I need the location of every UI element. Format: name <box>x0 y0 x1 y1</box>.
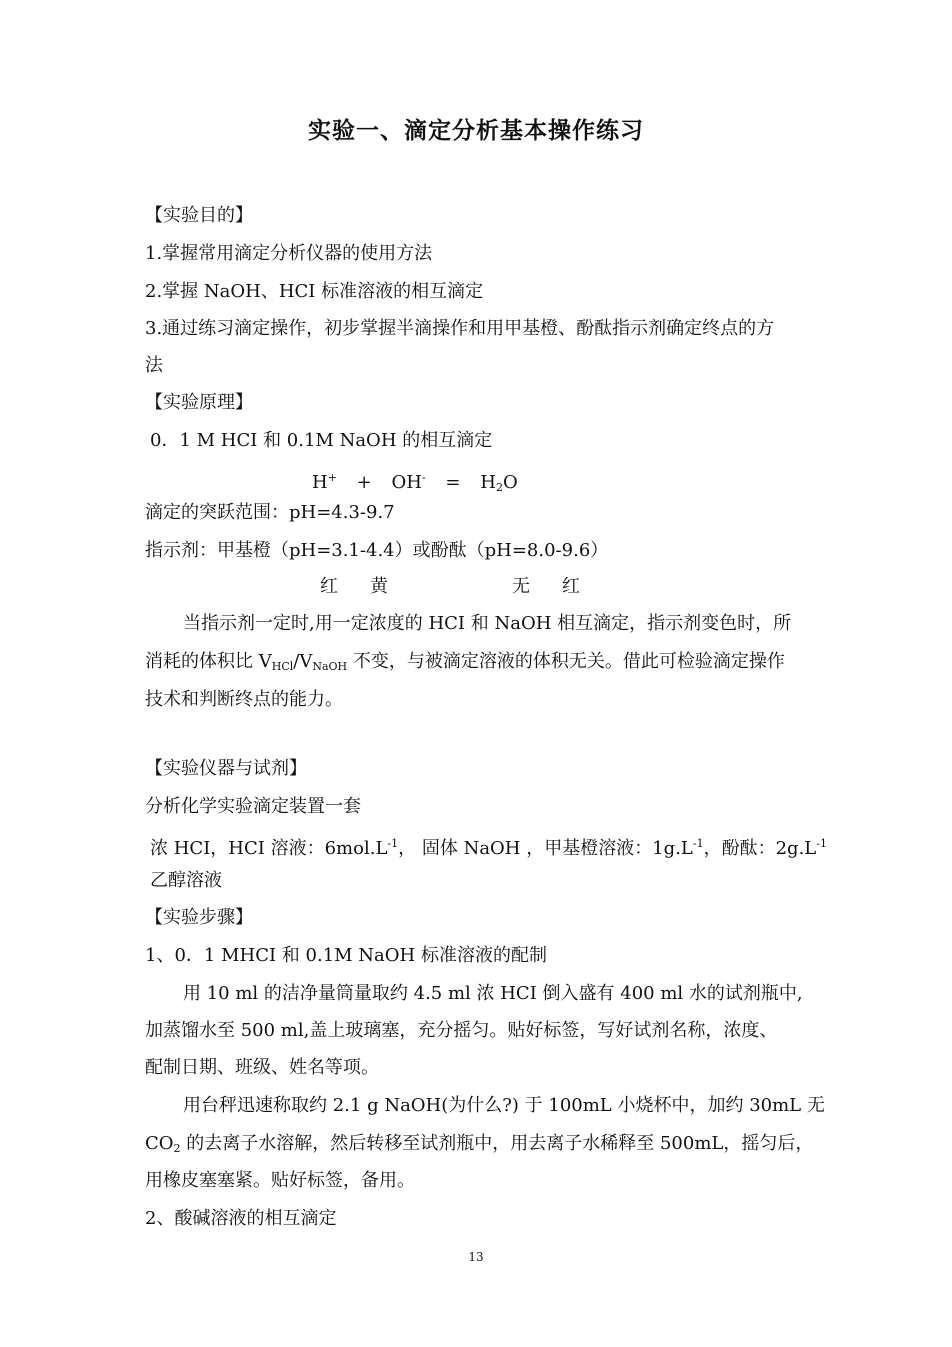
co2-text: CO <box>145 1133 174 1154</box>
jump-range: 滴定的突跃范围：pH=4.3-9.7 <box>145 502 395 523</box>
purpose-item-3-cont: 法 <box>145 355 163 376</box>
purpose-item-2: 2.掌握 NaOH、HCI 标准溶液的相互滴定 <box>145 281 484 302</box>
eq-oh-charge: - <box>421 471 426 484</box>
step1-p2-line-3: 用橡皮塞塞紧。贴好标签，备用。 <box>145 1170 415 1191</box>
instruments-heading: 【实验仪器与试剂】 <box>145 758 307 779</box>
eq-h2o: H <box>480 472 496 493</box>
para-sub-naoh: NaOH <box>312 660 348 673</box>
step2-title: 2、酸碱溶液的相互滴定 <box>145 1208 337 1229</box>
principle-para-line-2 <box>145 650 785 679</box>
purpose-item-3: 3.通过练习滴定操作，初步掌握半滴操作和用甲基橙、酚酞指示剂确定终点的方 <box>145 318 775 339</box>
principle-line: 0．1 M HCI 和 0.1M NaOH 的相互滴定 <box>150 430 493 451</box>
eq-oh: OH <box>391 472 422 493</box>
eq-equals: = <box>445 472 461 493</box>
para-text-a: 消耗的体积比 V <box>145 651 272 672</box>
reagents-line-2: 乙醇溶液 <box>150 870 222 891</box>
step1-p1-line-2: 加蒸馏水至 500 ml,盖上玻璃塞，充分摇匀。贴好标签，写好试剂名称，浓度、 <box>145 1020 778 1041</box>
para-text-c: 不变，与被滴定溶液的体积无关。借此可检验滴定操作 <box>347 651 785 672</box>
indicator-line: 指示剂：甲基橙（pH=3.1-4.4）或酚酞（pH=8.0-9.6） <box>145 540 609 561</box>
purpose-item-1: 1.掌握常用滴定分析仪器的使用方法 <box>145 243 433 264</box>
reagents-c: ，酚酞：2g.L <box>703 838 817 859</box>
purpose-heading: 【实验目的】 <box>145 205 253 226</box>
eq-plus: + <box>356 472 372 493</box>
co2-sub: 2 <box>173 1142 181 1155</box>
eq-h: H <box>312 472 328 493</box>
eq-h2o-o: O <box>502 472 518 493</box>
para-text-b: /V <box>293 651 313 672</box>
steps-heading: 【实验步骤】 <box>145 907 253 928</box>
color-none: 无 <box>512 576 530 597</box>
step1-p2-line-1: 用台秤迅速称取约 2.1 g NaOH(为什么?) 于 100mL 小烧杯中，加约 30mL 无 <box>183 1095 825 1116</box>
page-number: 13 <box>468 1250 484 1264</box>
principle-para-line-1: 当指示剂一定时,用一定浓度的 HCI 和 NaOH 相互滴定，指示剂变色时，所 <box>183 613 792 634</box>
instruments-line: 分析化学实验滴定装置一套 <box>145 796 361 817</box>
reagents-sup-2: -1 <box>692 837 704 850</box>
color-yellow: 黄 <box>370 576 388 597</box>
color-red-1: 红 <box>320 576 338 597</box>
step1-p2-line-2-rest: 的去离子水溶解，然后转移至试剂瓶中，用去离子水稀释至 500mL，摇匀后， <box>180 1133 814 1154</box>
reagents-sup-3: -1 <box>816 837 827 850</box>
step1-title: 1、0．1 MHCI 和 0.1M NaOH 标准溶液的配制 <box>145 945 547 966</box>
reagents-sup-1: -1 <box>387 837 399 850</box>
step1-p1-line-1: 用 10 ml 的洁净量筒量取约 4.5 ml 浓 HCI 倒入盛有 400 ml 水的试剂瓶中, <box>183 983 803 1004</box>
step1-p1-line-3: 配制日期、班级、姓名等项。 <box>145 1057 379 1078</box>
reagents-a: 浓 HCI，HCI 溶液：6mol.L <box>150 838 388 859</box>
para-sub-hcl: HCl <box>271 660 294 673</box>
reagents-line <box>150 832 827 861</box>
principle-heading: 【实验原理】 <box>145 392 253 413</box>
principle-para-line-3: 技术和判断终点的能力。 <box>145 689 343 710</box>
eq-h-charge: + <box>327 471 337 484</box>
eq-h2o-sub: 2 <box>495 481 503 494</box>
color-red-2: 红 <box>562 576 580 597</box>
step1-p2-line-2 <box>145 1132 813 1161</box>
reagents-b: ， 固体 NaOH ，甲基橙溶液：1g.L <box>398 838 693 859</box>
reaction-equation <box>312 466 518 500</box>
page-title: 实验一、滴定分析基本操作练习 <box>308 117 644 144</box>
